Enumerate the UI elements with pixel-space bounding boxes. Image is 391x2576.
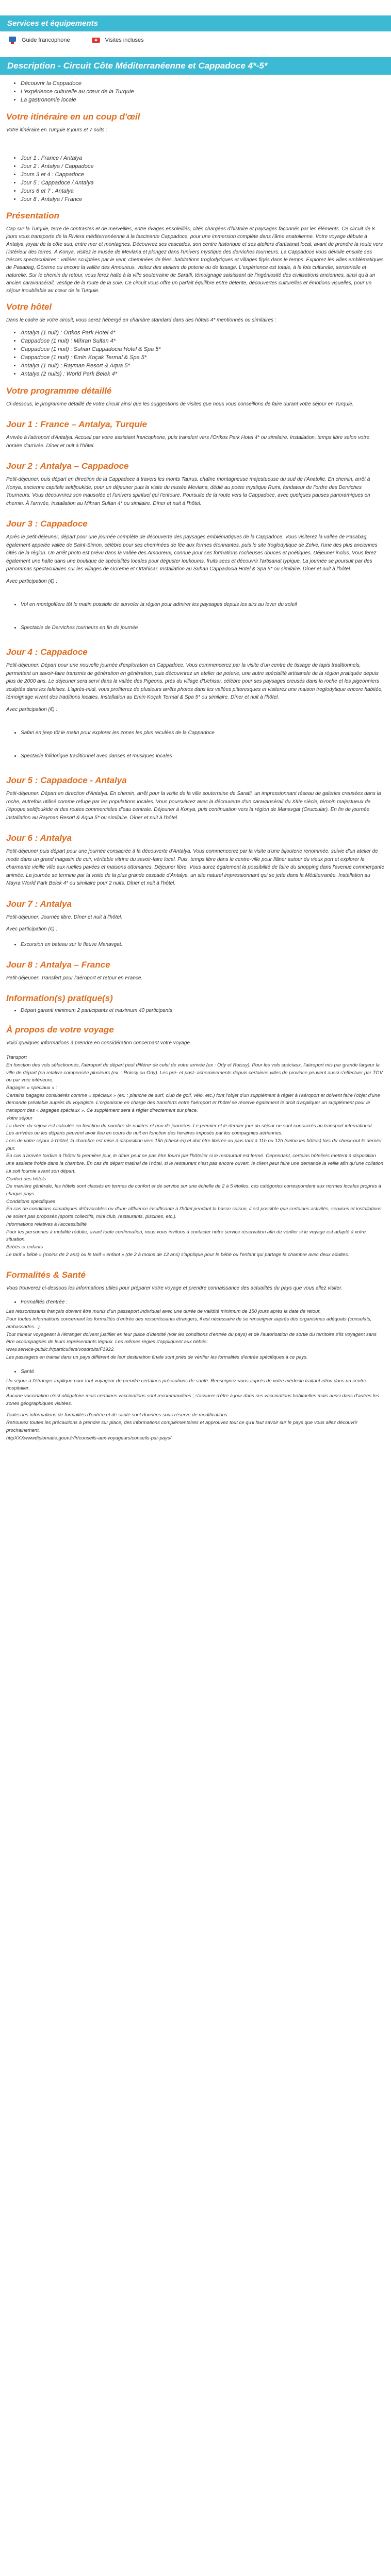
program-title: Votre programme détaillé [6,386,112,396]
list-item: • Jour 1 : France / Antalya [21,155,391,163]
guide-icon [7,36,18,45]
list-item: • La gastronomie locale [21,96,391,105]
day-title: Jour 3 : Cappadoce [6,519,88,529]
day-text: Petit-déjeuner. Transfert pour l'aéroport et retour en France. [6,975,143,981]
description-bullets [21,80,391,105]
options-list [21,941,391,948]
options-intro: Avec participation (€) : [6,706,58,713]
options-intro: Avec participation (€) : [6,578,58,584]
day-text: Petit-déjeuner puis départ pour une journée consacrée à la découverte d'Antalya. Vous commencerez par la visite d'une bijouterie renommée, suivie d'un atelier de mode dans un grand magasin de cuir, véritable vitrine du savoir-faire local. Puis, temps libre dans le centre-ville pour flâner autour du vieux port et explorer la charmante vieille ville aux ruelles pavées et maisons ottomanes. Déjeuner libre. Vous aurez également la possibilité de faire du shopping dans l'avenue commerçante animée. La journée se termine par la visite de la plus grande cascade d'Antalya, un site naturel impressionnant qui se jette dans la Méditerranée. Installation au Mayra World Park Belek 4* ou similaire pour 2 nuits. Dîner et nuit à l'hôtel. [6,849,385,887]
about-intro: Voici quelques informations à prendre en considération concernant votre voyage. [6,1040,191,1046]
about-paragraph: Confort des hôtels [6,1176,46,1182]
hotel-list [21,329,391,379]
list-item: • Formalités d'entrée : [21,1299,391,1305]
list-item: • Cappadoce (1 nuit) : Suhan Cappadocia Hotel & Spa 5* [21,346,391,354]
day-title: Jour 4 : Cappadoce [6,647,88,657]
day-title: Jour 7 : Antalya [6,899,72,909]
list-item: • Safari en jeep tôt le matin pour explorer les zones les plus reculées de la Cappadoce [21,729,391,737]
about-paragraph: Certains bagages considérés comme « spéciaux » (ex. : planche de surf, club de golf, vélo, etc.) font l'objet d'un supplément à régler à l'aéroport et doivent faire l'objet d'une demande préalable auprès du voyagiste. L'organisme en charge des transferts entre l'aéroport et l'hôtel se réserve également le droit d'appliquer un supplément pour le transport des « bagages spéciaux ». Ce supplément sera à régler directement sur place. [6,1092,380,1114]
list-item: • Vol en montgolfière tôt le matin possible de survoler la région pour admirer les paysages depuis les airs au lever du soleil [21,601,391,608]
options-list [21,729,391,760]
day-text: Après le petit-déjeuner, départ pour une journée complète de découverte des paysages emblématiques de la Cappadoce. Vous visiterez la vallée de Pasabag, également appelée vallée de Saint-Simon, célèbre pour ses cheminées de fée aux formes étonnantes, puis le site troglodytique de Zelve, l'une des plus anciennes cités de la région. Un arrêt photo est prévu dans la vallée des Amoureux, connue pour ses formations rocheuses douces et poétiques. Déjeuner inclus. Vous ferez également une halte dans une boutique de spécialités locales pour déguster loukoums, fruits secs et découvrir l'artisanat typique. La journée se poursuit par des panoramas spectaculaires sur les villages de Göreme et Ortahisar. Installation au Suhan Cappadocia Hotel & Spa 5* ou similaire. Dîner et nuit à l'hôtel. [6,534,378,572]
about-paragraph: La durée du séjour est calculée en fonction du nombre de nuitées et non de journées. Le premier et le dernier jour du séjour ne sont consacrés au transport international. [6,1123,373,1129]
list-item: • L'expérience culturelle au cœur de la Turquie [21,88,391,96]
presentation-title: Présentation [6,211,59,221]
day-text: Petit-déjeuner. Journée libre. Dîner et nuit à l'hôtel. [6,914,122,920]
options-intro: Avec participation (€) : [6,926,58,933]
list-item: • Antalya (2 nuits) : World Park Belek 4* [21,370,391,379]
formalities-footer: Toutes les informations de formalités d'entrée et de santé sont données sous réserve de modifications. Retrouvez toutes les précautions à prendre sur place, des informations complémentaires et approuvez tout ce qu'il faut savoir sur le pays que vous allez découvrir prochainement. httpXXXwwwdiplomatie.gouv.fr/fr/conseils-aux-voyageurs/conseils-par-pays/ [6,1412,357,1441]
about-paragraph: Bagages « spéciaux » : [6,1084,57,1091]
services-header: Services et équipements [0,15,391,31]
day-title: Jour 5 : Cappadoce - Antalya [6,775,127,786]
service-visits [91,36,144,45]
list-item: • Jour 2 : Antalya / Cappadoce [21,163,391,171]
overview-intro: Votre itinéraire en Turquie 8 jours et 7 nuits : [6,127,108,133]
health-bullet-list [21,1369,391,1375]
about-paragraph: En cas d'arrivée tardive à l'hôtel la première jour, le dîner peut ne pas être fourni par l'hôtelier si le restaurant est fermé. Cependant, certains hôteliers mettent à disposition une assiette froide dans la chambre. En cas de départ matinal de l'hôtel, si le restaurant n'est pas encore ouvert, le client peut faire une demande la veille afin qu'une collation lui soit fournie avant son départ. [6,1153,384,1174]
day-title: Jour 1 : France – Antalya, Turquie [6,419,148,430]
program-intro: Ci-dessous, le programme détaillé de votre circuit ainsi que les suggestions de visites que nous vous conseillons de faire durant votre séjour en Turquie. [6,401,354,408]
about-paragraphs [0,1054,391,1259]
about-paragraph: Le tarif « bébé » (moins de 2 ans) ou le tarif « enfant » (de 2 à moins de 12 ans) s'applique pour le bébé ou l'enfant qui partage la chambre avec deux adultes. [6,1251,349,1258]
options-list [21,601,391,632]
list-item: • Jour 8 : Antalya / France [21,196,391,204]
formalities-bullet-list [21,1299,391,1305]
list-item: • Antalya (1 nuit) : Rayman Resort & Aqua 5* [21,362,391,370]
about-paragraph: De manière générale, les hôtels sont classés en termes de confort et de service sur une échelle de 2 à 5 étoiles, ces catégories correspondent aux normes locales propres à chaque pays. [6,1183,381,1197]
health-text: Un séjour à l'étranger implique pour tout voyageur de prendre certaines précautions de santé. Renseignez-vous auprès de votre médecin traitant et/ou dans un centre hospitalier. Aucune vaccination n'est obligatoire mais certaines vaccinations sont recommandées ; s'assurer d'être à jour dans ses vaccinations habituelles mais aussi dans d'autres les zones géographiques visitées. [6,1378,379,1406]
hotel-title: Votre hôtel [6,302,52,312]
hotel-intro: Dans le cadre de votre circuit, vous serez hébergé en chambre standard dans des hôtels 4* mentionnés ou similaires : [6,317,276,324]
ticket-icon [91,36,101,45]
list-item: • Spectacle folklorique traditionnel avec danses et musiques locales [21,752,391,760]
formalities-intro: Vous trouverez ci-dessous les informations utiles pour préparer votre voyage et prendre connaissance des actualités du pays que vous allez visiter. [6,1285,343,1292]
service-guide-label: Guide francophone [22,37,70,43]
list-item: • Cappadoce (1 nuit) : Emin Koçak Termal & Spa 5* [21,354,391,362]
list-item: • Excursion en bateau sur le fleuve Manavgat. [21,941,391,948]
about-paragraph: Votre séjour [6,1115,32,1121]
info-list [21,1008,391,1013]
day-title: Jour 6 : Antalya [6,833,72,843]
day-text: Petit-déjeuner. Départ en direction d'Antalya. En chemin, arrêt pour la visite de la ville souterraine de Saratli, un impressionnant réseau de galeries creusées dans la roche, autrefois utilisé comme refuge par les populations locales. Vous poursuivrez avec la découverte d'un caravansérail du XIIIe siècle, témoin majestueux de l'époque seldjoukide et des routes commerciales d'eau centrale. Déjeuner à Konya, puis continuation vers la région de Manavgat (Oruccular). En fin de journée installation au Rayman Resort & Aqua 5* ou similaire. Dîner et nuit à l'hôtel. [6,791,381,821]
list-item: • Antalya (1 nuit) : Ortkos Park Hotel 4* [21,329,391,337]
list-item: • Spectacle de Derviches tourneurs en fin de journée [21,624,391,632]
list-item: • Jours 3 et 4 : Cappadoce [21,171,391,179]
list-item: • Cappadoce (1 nuit) : Mihran Sultan 4* [21,337,391,346]
info-title: Information(s) pratique(s) [6,993,113,1004]
service-visits-label: Visites incluses [105,37,144,43]
list-item: • Jours 6 et 7 : Antalya [21,188,391,196]
day-text: Petit-déjeuner, puis départ en direction de la Cappadoce à travers les monts Taurus, chaîne montagneuse majestueuse du sud de l'Anatolie. En chemin, arrêt à Konya, ancienne capitale seldjoukide, pour un déjeuner puis la visite du musée Mevlana, dédié au poète mystique Rumi, fondateur de l'ordre des Derviches Tourneurs. Vous découvrirez son mausolée et l'univers spirituel qui l'entoure. Poursuite de la route vers la Cappadoce, avec quelques pauses panoramiques en chemin. À l'arrivée, installation au Mihran Sultan 4* ou similaire. Dîner et nuit à l'hôtel. [6,477,370,506]
service-guide [7,36,70,45]
list-item: • Départ garanti minimum 2 participants et maximum 40 participants [21,1008,391,1013]
overview-title: Votre itinéraire en un coup d'œil [6,111,140,122]
about-paragraph: Conditions spécifiques [6,1198,56,1205]
day-title: Jour 2 : Antalya – Cappadoce [6,461,129,471]
about-paragraph: En fonction des vols sélectionnés, l'aéroport de départ peut différer de celui de votre arrivée (ex : Orly et Roissy). Pour les vols spéciaux, l'aéroport mis par grande largeur la ville de départ (en relative compensée plusieurs (ex. : Roissy ou Orly). Les pré- et post- acheminements depuis certaines villes de province peuvent aussi s'effectuer par TGV ou par voie intérieure. [6,1062,383,1083]
list-item: • Jour 5 : Cappadoce / Antalya [21,179,391,188]
about-title: À propos de votre voyage [6,1025,114,1035]
about-paragraph: Informations relatives à l'accessibilité [6,1221,87,1227]
list-item: • Découvrir la Cappadoce [21,80,391,88]
day-text: Petit-déjeuner. Départ pour une nouvelle journée d'exploration en Cappadoce. Vous commencerez par la visite d'un centre de tissage de tapis traditionnels, permettant un savoir-faire transmis de génération en génération, puis découvrirez un atelier de poterie, une autre spécialité artisanale de la région pratiquée depuis plus de 2000 ans. Le déjeuner sera servi dans la vallée des Pigeons, près du village d'Uchisar, célèbre pour ses paysages creusés dans la roche et les pigeonniers sculptés dans les falaises. L'après-midi, vous profiterez de plusieurs arrêts photos dans les vallées pittoresques et visiterez une maison troglodytique encore habitée, témoignage vivant des traditions locales. Installation au Emin Koçak Termal & Spa 5* ou similaire. Dîner et nuit à l'hôtel. [6,663,383,701]
about-paragraph: En cas de conditions climatiques défavorables ou d'une affluence insuffisante à l'hôtel pendant la basse saison, il est possible que certaines activités, services et installations ne soient pas proposés (sports collectifs, mini club, restaurants, piscines, etc.). [6,1206,382,1220]
day-title: Jour 8 : Antalya – France [6,959,110,970]
about-paragraph: Transport [6,1055,27,1061]
about-paragraph: Bébés et enfants [6,1244,43,1250]
overview-days [21,155,391,204]
description-header: Description - Circuit Côte Méditerranéenne et Cappadoce 4*-5* [0,57,391,75]
services-list [0,31,391,54]
about-paragraph: Les arrivées ou les départs peuvent avoir lieu en cours de nuit en fonction des horaires imposés par les compagnies aériennes. [6,1130,283,1137]
formalities-text: Les ressortissants français doivent être munis d'un passeport individuel avec une durée de validité minimum de 150 jours après la date de retour. Pour toutes informations concernant les formalités d'entrée des ressortissants étrangers, il est nécessaire de se renseigner auprès des organismes adéquats (consulats, ambassades...). Tout mineur voyageant à l'étranger doivent justifier en leur place d'identité (voir les conditions d'entrée du pays) et de l'autorisation de sortie du territoire s'ils voyagent sans être accompagnés de leurs représentants légaux. Les mêmes règles s'appliquent aux bébés. www.service-public.fr/particuliers/vosdroits/F1922. Les passagers en transit dans un pays différent de leur destination finale sont priés de vérifier les formalités d'entrée spécifiques à ce pays. [6,1309,377,1360]
day-text: Arrivée à l'aéroport d'Antalya. Accueil par votre assistant francophone, puis transfert vers l'Ortkos Park Hotel 4* ou similaire. Installation, temps libre selon votre horaire d'arrivée. Dîner et nuit à l'hôtel. [6,435,370,449]
about-paragraph: Pour les personnes à mobilité réduite, avant toute confirmation, nous vous invitons à contacter notre service réservation afin de vérifier si le voyage est adapté à votre situation. [6,1229,366,1243]
about-paragraph: Lors de votre séjour à l'hôtel, la chambre est mise à disposition vers 15h (check-in) et doit être libérée au plus tard à 11h ou 12h (selon les hôtels) lors du check-out le dernier jour. [6,1138,382,1151]
formalities-title: Formalités & Santé [6,1270,86,1280]
list-item: • Santé [21,1369,391,1375]
presentation-text: Cap sur la Turquie, terre de contrastes et de merveilles, entre rivages ensoleillés, cités chargées d'histoire et paysages façonnés par les éléments. Ce circuit de 8 jours vous transporte de la Riviera méditerranéenne à la fascinante Cappadoce, pour une immersion complète dans l'âme anatolienne. Votre voyage débute à Antalya, joyau de la côte sud, entre mer et montagnes. Découvrez ses cascades, son centre historique et ses ateliers d'artisanat local, avant de prendre la route vers l'intérieur des terres. À Konya, visitez le musée de Mevlana et plongez dans l'univers mystique des derviches tourneurs. La Cappadoce vous dévoile ensuite ses trésors spectaculaires : vallées sculptées par le vent, cheminées de fées, habitations troglodytiques et villages figés dans le temps. Explorez les villes emblématiques de Pasabag, Göreme ou encore la vallée des Amoureux, visitez des ateliers de poterie ou de tissage. L'expérience est totale, à la fois culturelle, sensorielle et naturelle. Sur le chemin du retour, vous ferez halte à la ville souterraine de Saratli, témoignage saisissant de l'ingéniosité des civilisations anciennes, ainsi qu'à un ancien caravansérail, vestige de la route de la soie. Ce circuit vous offre un parfait équilibre entre détente, découvertes culturelles et émotions visuelles, pour un séjour inoubliable au cœur de la Turquie. [6,226,384,294]
